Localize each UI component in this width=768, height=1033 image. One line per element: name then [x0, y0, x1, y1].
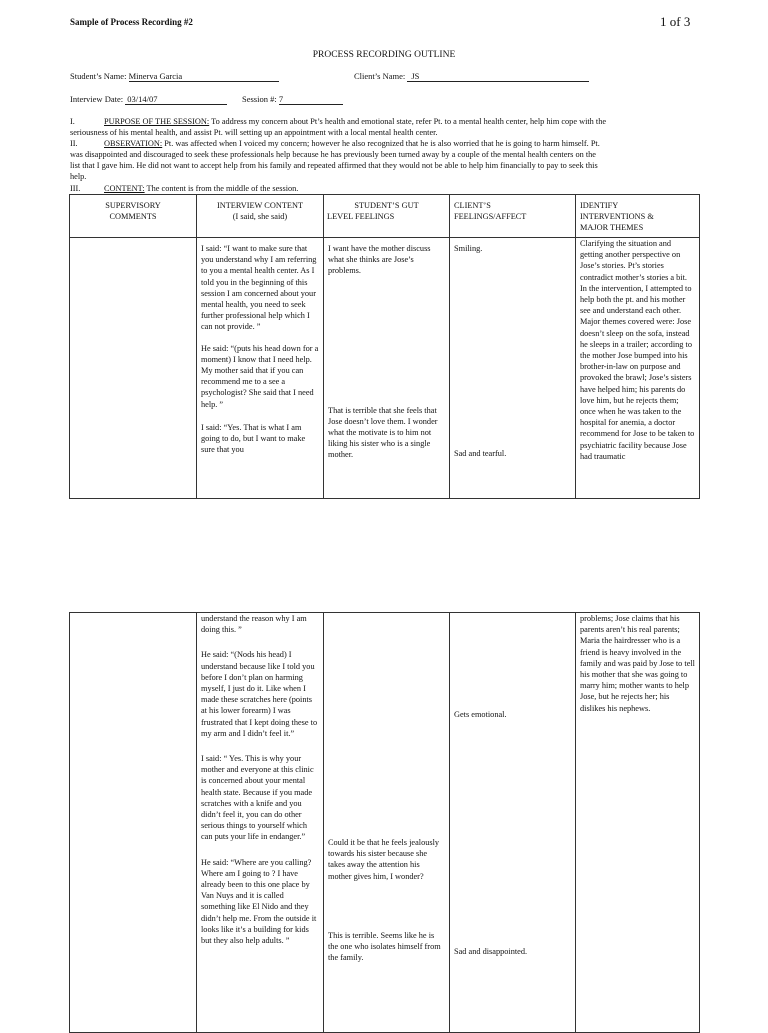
header-gut-level-feelings: STUDENT’S GUT LEVEL FEELINGS	[324, 195, 450, 238]
header-interview-content: INTERVIEW CONTENT (I said, she said)	[197, 195, 324, 238]
observation-text-3: list that I gave him. He did not want to accept help from his family and repeated affirmed that they would not be able to help him financially to pay to seek this	[70, 161, 598, 170]
client-affect-text: Smiling.	[454, 244, 483, 253]
interview-paragraph: He said: “(Nods his head) I understand because like I told you before I don’t plan on harming myself, I just do it. Like when I made these scratches here (points at his lower forearm) I was frustrated that I kept doing these to my arm and I didn’t feel it.”	[201, 650, 318, 738]
interview-paragraph: I said: “I want to make sure that you understand why I am referring to you a mental health center. As I told you in the beginning of this session I am concerned about your mental health, you need to seek further professional help which I can not provide. ”	[201, 244, 317, 332]
document-title: PROCESS RECORDING OUTLINE	[312, 50, 456, 60]
interview-paragraph: He said: “(puts his head down for a moment) I know that I need help. My mother said that if you can recommend me to a see a psychologist? She said that I need help. ”	[201, 343, 319, 409]
client-affect-text: Sad and tearful.	[454, 449, 507, 459]
interview-paragraph: I said: “Yes. That is what I am going to do, but I want to make sure that you	[201, 422, 306, 455]
interview-paragraph: He said: “Where are you calling? Where am I going to ? I have already been to this one place by Van Nuys and it is called something like El Nido and they didn’t help me. From the outside it looks like it’s a building for kids but they also help adults. ”	[201, 857, 317, 946]
purpose-number: I.	[70, 117, 75, 126]
content-section	[70, 183, 700, 194]
interview-date-label: Interview Date:	[70, 94, 124, 104]
session-line	[242, 94, 343, 105]
interview-date-value: 03/14/07	[127, 94, 158, 104]
header-identify-interventions: IDENTIFY INTERVENTIONS & MAJOR THEMES	[576, 195, 700, 238]
gut-feeling-text: Could it be that he feels jealously towards his sister because she takes away the attention his mother gives him, I wonder?	[328, 838, 440, 881]
table-row	[70, 238, 700, 499]
table-header-row	[70, 195, 700, 238]
observation-section	[70, 138, 700, 182]
process-recording-table-page1	[69, 194, 700, 499]
content-text: The content is from the middle of the session.	[144, 184, 299, 193]
interview-date-line	[70, 94, 227, 105]
content-label: CONTENT:	[104, 184, 145, 193]
gut-feeling-text: That is terrible that she feels that Jose doesn’t love them. I wonder what the motivate is to him not liking his sister who is a single mother.	[328, 405, 438, 460]
purpose-section	[70, 116, 700, 138]
identify-interventions-cell	[576, 613, 700, 1033]
observation-number: II.	[70, 139, 78, 148]
identify-interventions-cell	[576, 238, 700, 499]
client-name-value: JS	[411, 71, 420, 81]
client-affect-text: Gets emotional.	[454, 710, 507, 719]
client-name-line	[354, 71, 589, 82]
gut-feelings-cell	[324, 238, 450, 499]
purpose-text-1: To address my concern about Pt’s health and emotional state, refer Pt. to a mental health center, help him cope with the	[209, 117, 607, 126]
interventions-text: Clarifying the situation and getting another perspective on Jose’s stories. Pt’s stories contradict mother’s stories a bit. In the intervention, I attempted to help both the pt. and his mother see and understand each other. Major themes covered were: Jose doesn’t sleep on the sofa, instead he sleeps in a trailer; according to the mother Jose bumped into his brother-in-law on purpose and provoked the brawl; Jose’s sisters have helped him; his parents do love him, but he rejects them; once when he was taken to the hospital for anemia, a doctor recommend for Jose to be taken to psychiatric facility because Jose had traumatic	[580, 239, 695, 461]
content-number: III.	[70, 184, 81, 193]
supervisory-comments-cell	[70, 613, 197, 1033]
purpose-text-2: seriousness of his mental health, and assist Pt. will setting up an appointment with a local mental health center.	[70, 128, 438, 137]
gut-feeling-text: This is terrible. Seems like he is the one who isolates himself from the family.	[328, 930, 441, 963]
interventions-text: problems; Jose claims that his parents aren’t his real parents; Maria the hairdresser who is a friend is heavy involved in the family and was paid by Jose to tell his mother that she was going to marry him; mother wants to help Jose, but he rejects her; his dislikes his nephews.	[580, 614, 695, 713]
observation-text-1: Pt. was affected when I voiced my concern; however he also recognized that he is also worried that he is going to harm himself. Pt.	[162, 139, 600, 148]
header-supervisory-comments: SUPERVISORY COMMENTS	[70, 195, 197, 238]
session-value: 7	[278, 94, 284, 104]
student-name-line	[70, 71, 279, 82]
gut-feeling-text: I want have the mother discuss what she thinks are Jose’s problems.	[328, 244, 431, 276]
session-label: Session #:	[242, 94, 277, 104]
table-row	[70, 613, 700, 1033]
observation-label: OBSERVATION:	[104, 139, 163, 148]
client-name-label: Client’s Name:	[354, 71, 406, 81]
page-number: 1 of 3	[660, 14, 691, 29]
student-name-value: Minerva Garcia	[128, 71, 183, 81]
observation-text-2: was disappointed and discouraged to seek these professionals help because he has previously been turned away by a couple of the mental health centers on the	[70, 150, 596, 159]
student-name-label: Student’s Name:	[70, 71, 127, 81]
interview-content-cell	[197, 238, 324, 499]
document-header-title: Sample of Process Recording #2	[70, 17, 193, 27]
client-affect-text: Sad and disappointed.	[454, 947, 528, 957]
purpose-label: PURPOSE OF THE SESSION:	[104, 117, 210, 126]
interview-content-cell	[197, 613, 324, 1033]
supervisory-comments-cell	[70, 238, 197, 499]
client-feelings-cell	[450, 613, 576, 1033]
header-client-feelings: CLIENT’S FEELINGS/AFFECT	[450, 195, 576, 238]
observation-text-4: help.	[70, 172, 87, 181]
process-recording-table-page2	[69, 612, 700, 1033]
interview-paragraph: understand the reason why I am doing this. ”	[201, 614, 307, 635]
client-feelings-cell	[450, 238, 576, 499]
gut-feelings-cell	[324, 613, 450, 1033]
interview-paragraph: I said: “ Yes. This is why your mother and everyone at this clinic is concerned about your mental health state. Because if you made scratches with a knife and you didn’t feel it, you can do other serious things to yourself which can puts your life in endanger.”	[201, 754, 314, 842]
